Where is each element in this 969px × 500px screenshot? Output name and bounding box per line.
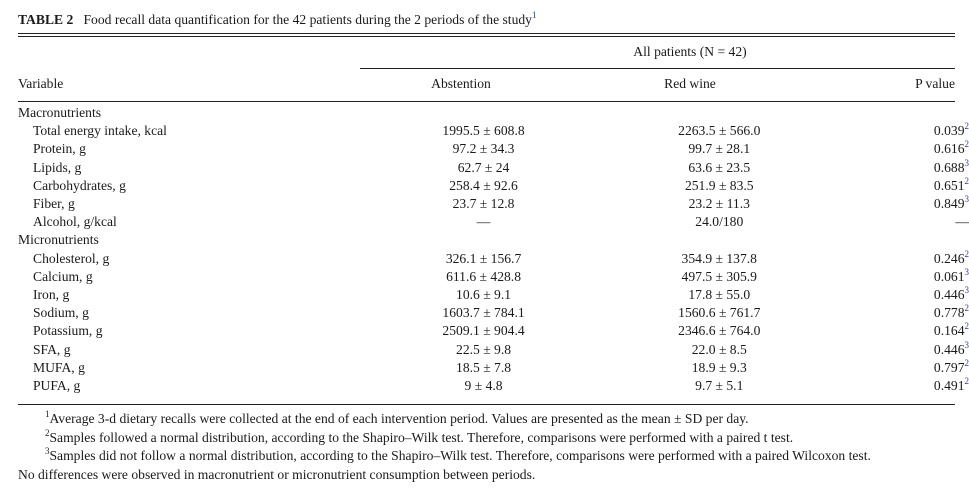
p-value-cell <box>864 177 969 195</box>
variable-cell: Lipids, g <box>33 159 82 175</box>
variable-cell: Alcohol, g/kcal <box>33 214 117 230</box>
abstention-cell: 258.4 ± 92.6 <box>449 177 518 193</box>
variable-cell: MUFA, g <box>33 359 85 375</box>
variable-cell: PUFA, g <box>33 378 81 394</box>
abstention-cell: 1995.5 ± 608.8 <box>442 123 525 139</box>
footnote-mark: 2 <box>45 427 50 438</box>
bottom-rule <box>18 404 955 405</box>
footnote-text: Samples did not follow a normal distribution, according to the Shapiro–Wilk test. Therefore, comparisons were performed with a paired Wilcoxon test. <box>49 448 871 463</box>
header-red-wine: Red wine <box>664 76 716 91</box>
footnote-ref[interactable]: 2 <box>964 139 969 150</box>
footnote-ref[interactable]: 2 <box>964 321 969 332</box>
abstention-cell: — <box>476 214 491 230</box>
p-value-cell <box>864 286 969 304</box>
table-row <box>0 213 969 231</box>
p-value-cell <box>864 213 969 231</box>
table-row <box>0 177 969 195</box>
abstention-cell: 611.6 ± 428.8 <box>446 268 521 284</box>
footnote-1 <box>18 410 871 429</box>
footnote-ref[interactable]: 3 <box>964 194 969 205</box>
top-rule-double <box>18 36 955 37</box>
table-row <box>0 195 969 213</box>
variable-cell: SFA, g <box>33 341 71 357</box>
red-wine-cell: 1560.6 ± 761.7 <box>678 305 761 321</box>
red-wine-cell: 18.9 ± 9.3 <box>691 359 747 375</box>
header-variable: Variable <box>18 76 64 91</box>
footnote-ref[interactable]: 3 <box>964 157 969 168</box>
empty-cell <box>864 104 969 122</box>
abstention-cell: 23.7 ± 12.8 <box>452 196 515 212</box>
red-wine-cell: 99.7 ± 28.1 <box>688 141 751 157</box>
table-row <box>0 322 969 340</box>
p-value: 0.039 <box>933 123 965 139</box>
p-value-cell <box>864 195 969 213</box>
section-row <box>0 231 969 249</box>
data-table <box>0 104 969 395</box>
section-label: Micronutrients <box>18 232 99 248</box>
red-wine-cell: 17.8 ± 55.0 <box>688 287 751 303</box>
footnote-2 <box>18 429 871 448</box>
red-wine-cell: 23.2 ± 11.3 <box>688 196 750 212</box>
header-rule <box>18 101 955 102</box>
table-body <box>0 104 969 395</box>
p-value-cell <box>864 250 969 268</box>
p-value: 0.446 <box>933 341 965 357</box>
p-value-cell <box>864 377 969 395</box>
table-row <box>0 268 969 286</box>
footnote-ref[interactable]: 3 <box>964 266 969 277</box>
p-value: 0.797 <box>933 359 965 375</box>
footnote-ref[interactable]: 2 <box>964 303 969 314</box>
footnote-mark: 3 <box>45 446 50 456</box>
red-wine-cell: 354.9 ± 137.8 <box>681 250 757 266</box>
footnote-ref[interactable]: 3 <box>964 285 969 296</box>
variable-cell: Cholesterol, g <box>33 250 110 266</box>
red-wine-cell: 2346.6 ± 764.0 <box>678 323 761 339</box>
red-wine-cell: 24.0/180 <box>695 214 744 230</box>
p-value-cell <box>864 341 969 359</box>
empty-cell <box>574 104 864 122</box>
p-value-cell <box>864 268 969 286</box>
p-value: — <box>955 214 969 230</box>
table-label: TABLE 2 <box>18 12 74 27</box>
p-value-cell <box>864 304 969 322</box>
abstention-cell: 62.7 ± 24 <box>457 159 510 175</box>
p-value-cell <box>864 122 969 140</box>
abstention-cell: 10.6 ± 9.1 <box>456 287 512 303</box>
footnote-ref[interactable]: 3 <box>964 339 969 350</box>
empty-cell <box>574 231 864 249</box>
group-header: All patients (N = 42) <box>633 44 747 59</box>
variable-cell: Iron, g <box>33 287 70 303</box>
variable-cell: Protein, g <box>33 141 86 157</box>
p-value: 0.778 <box>933 305 965 321</box>
footnote-ref[interactable]: 2 <box>964 357 969 368</box>
footnote-text: Average 3-d dietary recalls were collected at the end of each intervention period. Values are presented as the mean ± SD per day. <box>49 411 749 426</box>
abstention-cell: 1603.7 ± 784.1 <box>442 305 525 321</box>
footnote-text: Samples followed a normal distribution, according to the Shapiro–Wilk test. Therefore, comparisons were performed with a paired t test. <box>49 429 794 445</box>
table-row <box>0 140 969 158</box>
variable-cell: Calcium, g <box>33 268 93 284</box>
table-row <box>0 377 969 395</box>
section-label: Macronutrients <box>18 105 102 120</box>
red-wine-cell: 2263.5 ± 566.0 <box>678 123 761 139</box>
top-rule <box>18 33 955 34</box>
table-row <box>0 304 969 322</box>
variable-cell: Fiber, g <box>33 196 75 212</box>
empty-cell <box>393 231 575 249</box>
group-header-rule <box>360 68 955 69</box>
p-value: 0.491 <box>933 378 965 394</box>
abstention-cell: 326.1 ± 156.7 <box>445 250 522 266</box>
p-value: 0.616 <box>933 141 965 157</box>
footnote-ref[interactable]: 2 <box>964 248 969 259</box>
p-value-cell <box>864 140 969 158</box>
p-value: 0.849 <box>933 196 965 212</box>
footnote-ref[interactable]: 2 <box>964 175 969 186</box>
abstention-cell: 9 ± 4.8 <box>464 378 503 394</box>
footnote-ref[interactable]: 2 <box>964 376 969 387</box>
p-value: 0.164 <box>933 323 965 339</box>
red-wine-cell: 22.0 ± 8.5 <box>691 341 747 357</box>
footnote-3 <box>18 447 871 466</box>
abstention-cell: 22.5 ± 9.8 <box>456 341 512 357</box>
abstention-cell: 2509.1 ± 904.4 <box>442 323 525 339</box>
header-p-value: P value <box>915 76 955 91</box>
table-row <box>0 159 969 177</box>
p-value: 0.651 <box>933 177 965 193</box>
header-abstention: Abstention <box>431 76 491 91</box>
footnotes <box>18 410 871 484</box>
p-value-cell <box>864 322 969 340</box>
table-row <box>0 250 969 268</box>
section-row <box>0 104 969 122</box>
variable-cell: Carbohydrates, g <box>33 177 126 193</box>
footnote-mark: 1 <box>45 409 50 419</box>
p-value: 0.246 <box>933 250 965 266</box>
abstention-cell: 97.2 ± 34.3 <box>452 141 515 157</box>
empty-cell <box>393 104 575 122</box>
table-row <box>0 122 969 140</box>
empty-cell <box>864 231 969 249</box>
red-wine-cell: 9.7 ± 5.1 <box>695 378 744 394</box>
red-wine-cell: 497.5 ± 305.9 <box>681 268 757 284</box>
table-row <box>0 286 969 304</box>
footnote-ref[interactable]: 2 <box>964 121 969 132</box>
variable-cell: Sodium, g <box>33 305 89 321</box>
p-value: 0.446 <box>933 287 965 303</box>
red-wine-cell: 63.6 ± 23.5 <box>688 159 751 175</box>
caption-text: Food recall data quantification for the 42 patients during the 2 periods of the study <box>83 12 532 27</box>
variable-cell: Potassium, g <box>33 323 103 339</box>
red-wine-cell: 251.9 ± 83.5 <box>684 177 754 193</box>
p-value: 0.688 <box>933 159 965 175</box>
table-row <box>0 341 969 359</box>
p-value: 0.061 <box>933 268 965 284</box>
abstention-cell: 18.5 ± 7.8 <box>456 359 512 375</box>
table-row <box>0 359 969 377</box>
variable-cell: Total energy intake, kcal <box>33 123 167 139</box>
p-value-cell <box>864 359 969 377</box>
p-value-cell <box>864 159 969 177</box>
caption-footnote-ref[interactable]: 1 <box>531 10 537 20</box>
closing-note: No differences were observed in macronutrient or micronutrient consumption between periods. <box>18 466 536 482</box>
table-caption <box>18 12 536 28</box>
